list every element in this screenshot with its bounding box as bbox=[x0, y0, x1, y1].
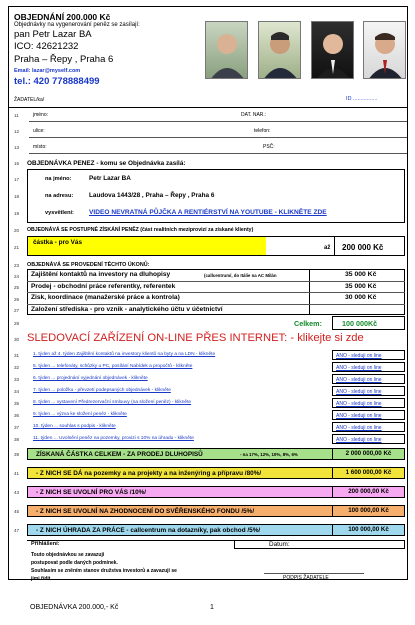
work-payment-band bbox=[27, 524, 405, 536]
line-number: 32 bbox=[14, 365, 20, 370]
consent-text-1: Touto objednávkou se zavazuji bbox=[31, 552, 105, 558]
line-number: 45 bbox=[14, 509, 20, 514]
field-line[interactable] bbox=[29, 137, 407, 138]
form-title: OBJEDNÁNÍ 200.000 Kč bbox=[14, 12, 111, 22]
consent-text-2: postupovat podle daných podmínek. bbox=[31, 560, 118, 566]
recipient-ico: ICO: 42621232 bbox=[14, 41, 79, 52]
divider bbox=[27, 281, 405, 282]
divider bbox=[27, 292, 405, 293]
trust-fund-band bbox=[27, 505, 405, 517]
portrait-photo bbox=[205, 21, 248, 79]
line-number: 36 bbox=[14, 413, 20, 418]
service-item-value: 35 000 Kč bbox=[345, 271, 377, 278]
line-number: 41 bbox=[14, 471, 20, 476]
tracking-status-link[interactable]: ANO - sleduji on line bbox=[332, 422, 405, 432]
tracking-status-link[interactable]: ANO - sleduji on line bbox=[332, 362, 405, 372]
total-value: 100 000Kč bbox=[342, 319, 378, 328]
service-item-label: Prodej - obchodní práce referentky, referentek bbox=[31, 282, 176, 290]
line-number: 15 bbox=[14, 161, 20, 166]
signature-label: PODPIS ŽADATELE bbox=[283, 575, 329, 581]
band-value: 100 000,00 Kč bbox=[332, 505, 404, 517]
line-number: 33 bbox=[14, 377, 20, 382]
tracking-status-link[interactable]: ANO - sleduji on line bbox=[332, 386, 405, 396]
name-label: jméno: bbox=[33, 112, 49, 118]
total-sales-band bbox=[27, 448, 405, 460]
line-number: 28 bbox=[14, 321, 20, 326]
order-name-label: na jméno: bbox=[45, 176, 72, 182]
order-name-value: Petr Lazar BA bbox=[89, 175, 131, 182]
tracking-link[interactable]: 5. týden ... telefonáty, schůzky u PC, posílání Nabídek a propočtů - klikněte bbox=[33, 364, 193, 369]
recipient-name: pan Petr Lazar BA bbox=[14, 29, 92, 40]
service-item-label: Zisk, koordinace (manažerské práce a kontrola) bbox=[31, 294, 180, 301]
band-value: 100 000,00 Kč bbox=[332, 524, 404, 536]
service-item-value: 35 000 Kč bbox=[345, 282, 377, 290]
recipient-email[interactable]: Email: lazar@myself.com bbox=[14, 68, 81, 74]
line-number: 18 bbox=[14, 194, 20, 199]
service-item-value: 30 000 Kč bbox=[345, 294, 377, 301]
birth-date-label: DAT. NAR.: bbox=[241, 112, 267, 118]
date-label: Datum: bbox=[269, 541, 290, 548]
order-heading: OBJEDNÁVKA PENEZ - komu se Objednávka zasílá: bbox=[27, 160, 186, 167]
line-number: 26 bbox=[14, 297, 20, 302]
footer-document-name: OBJEDNÁVKA 200.000,- Kč bbox=[30, 604, 119, 611]
signature-line[interactable] bbox=[264, 573, 364, 574]
tracking-status-link[interactable]: ANO - sleduji on line bbox=[332, 434, 405, 444]
portrait-photo bbox=[311, 21, 354, 79]
amount-label: částka - pro Vás bbox=[33, 239, 83, 246]
tracking-status-link[interactable]: ANO - sleduji on line bbox=[332, 374, 405, 384]
consent-text-3: Souhlasím se zněním stanov družstva investorů a zavazuji se bbox=[31, 568, 177, 574]
for-you-band bbox=[27, 486, 405, 498]
line-number: 30 bbox=[14, 337, 20, 342]
order-address-value: Laudova 1443/28 , Praha – Řepy , Praha 6 bbox=[89, 192, 215, 199]
band-label: - Z NICH SE UVOLNÍ PRO VÁS /10%/ bbox=[36, 489, 147, 496]
postcode-label: PSČ: bbox=[263, 144, 275, 150]
service-item-note: (callcentrum/, do Itálie na AC Milán bbox=[204, 273, 277, 278]
line-number: 24 bbox=[14, 274, 20, 279]
place-label: místo: bbox=[33, 144, 47, 150]
band-value: 2 000 000,00 Kč bbox=[332, 448, 404, 460]
tracking-link[interactable]: 6. týden ... projednání vyjednání objednávek - klikněte bbox=[33, 376, 148, 381]
phone-label: telefon: bbox=[254, 128, 271, 134]
service-item-label: Zajištění kontaktů na investory na dluhopisy bbox=[31, 271, 171, 278]
tracking-heading: SLEDOVACÍ ZAŘÍZENÍ ON-LINE PŘES INTERNET: - klikejte si zde bbox=[27, 332, 364, 344]
footer-page-number: 1 bbox=[210, 604, 214, 611]
line-number: 23 bbox=[14, 263, 20, 268]
recipient-city: Praha – Řepy , Praha 6 bbox=[14, 54, 114, 65]
line-number: 43 bbox=[14, 490, 20, 495]
tracking-link[interactable]: 1. týden až 4. týden Zajištění kontaktů na investory klientů na byty a na LDN - klikněte bbox=[33, 352, 216, 357]
line-number: 17 bbox=[14, 177, 20, 182]
line-number: 34 bbox=[14, 389, 20, 394]
line-number: 12 bbox=[14, 129, 20, 134]
divider bbox=[334, 236, 335, 256]
tracking-status-link[interactable]: ANO - sleduji on line bbox=[332, 410, 405, 420]
line-number: 37 bbox=[14, 425, 20, 430]
order-form-page bbox=[8, 6, 408, 580]
band-note: - na 17%, 12%, 10%, 8%, 6% bbox=[240, 452, 298, 457]
line-number: 21 bbox=[14, 245, 20, 250]
line-number: 35 bbox=[14, 401, 20, 406]
tracking-status-link[interactable]: ANO - sleduji on line bbox=[332, 350, 405, 360]
up-to-label: až bbox=[324, 245, 331, 251]
band-label: - Z NICH SE UVOLNÍ NA ZHODNOCENÍ DO SVĚŘENSKÉHO FONDU /5%/ bbox=[36, 508, 255, 515]
line-number: 20 bbox=[14, 228, 20, 233]
service-item-label: Založení střediska - pro vznik - analytického účtu v účetnictví bbox=[31, 305, 223, 313]
header-subtitle: Objednávky na vygenerování peněz se zasílají: bbox=[14, 22, 140, 28]
land-projects-band bbox=[27, 467, 405, 479]
tracking-link[interactable]: 9. týden ... výzva ke složení peněz - klikněte bbox=[33, 412, 127, 417]
field-line[interactable] bbox=[29, 153, 407, 154]
band-label: - Z NICH ÚHRADA ZA PRÁCE - callcentrum na dotazníky, pak obchod /5%/ bbox=[36, 527, 261, 534]
gradual-heading: OBJEDNÁVÁ SE POSTUPNÉ ZÍSKÁNÍ PENĚZ (část realitních meziprovizí za získané klienty) bbox=[27, 227, 254, 233]
tracking-status-link[interactable]: ANO - sleduji on line bbox=[332, 398, 405, 408]
line-number: 13 bbox=[14, 145, 20, 150]
line-number: 11 bbox=[14, 113, 19, 118]
line-number: 39 bbox=[14, 452, 20, 457]
portrait-photo bbox=[258, 21, 301, 79]
tracking-link[interactable]: 7. týden ... položku - převzetí podepsaných objednávek - klikněte bbox=[33, 388, 171, 393]
consent-text-4: jimi řídit. bbox=[31, 576, 52, 582]
band-value: 200 000,00 Kč bbox=[332, 486, 404, 498]
line-number: 25 bbox=[14, 285, 20, 290]
tracking-link[interactable]: 8. týden ... vystavení Předrezervační smlouvy (na složení peněz) - klikněte bbox=[33, 400, 192, 405]
line-number: 27 bbox=[14, 308, 20, 313]
line-number: 47 bbox=[14, 528, 20, 533]
divider bbox=[27, 304, 405, 305]
tracking-link[interactable]: 11. týden ... Uvolnění peněz na pozemky, provizi s 10% na úhradu - klikněte bbox=[33, 436, 194, 441]
total-label: Celkem: bbox=[294, 319, 322, 328]
order-address-label: na adresu: bbox=[45, 193, 74, 199]
video-link[interactable]: VIDEO NEVRATNÁ PŮJČKA A RENTIÉRSTVÍ NA YOUTUBE - KLIKNĚTE ZDE bbox=[89, 209, 327, 216]
divider bbox=[9, 107, 407, 108]
services-heading: OBJEDNÁVÁ SE PROVEDENÍ TĚCHTO ÚKONŮ: bbox=[27, 262, 150, 268]
explanation-label: vysvětlení: bbox=[45, 210, 74, 216]
band-label: - Z NICH SE DÁ na pozemky a na projekty a na inženýring a přípravu /80%/ bbox=[36, 470, 262, 477]
band-label: ZÍSKANÁ ČÁSTKA CELKEM - ZA PRODEJ DLUHOPISŮ bbox=[36, 451, 203, 458]
street-label: ulice: bbox=[33, 128, 45, 134]
portrait-photo bbox=[363, 21, 406, 79]
applicant-label: ŽADATEL/ka/ bbox=[14, 97, 45, 103]
recipient-phone: tel.: 420 778888499 bbox=[14, 76, 100, 87]
login-label: Přihlášení: bbox=[31, 541, 60, 547]
tracking-link[interactable]: 10. týden ... souhlas s podpis - klikněte bbox=[33, 424, 116, 429]
line-number: 31 bbox=[14, 353, 20, 358]
amount-value: 200 000 Kč bbox=[342, 243, 384, 252]
line-number: 38 bbox=[14, 437, 20, 442]
applicant-id: ID ................ bbox=[346, 96, 378, 102]
field-line[interactable] bbox=[29, 121, 407, 122]
date-box[interactable] bbox=[234, 540, 405, 549]
line-number: 19 bbox=[14, 211, 20, 216]
band-value: 1 600 000,00 Kč bbox=[332, 467, 404, 479]
